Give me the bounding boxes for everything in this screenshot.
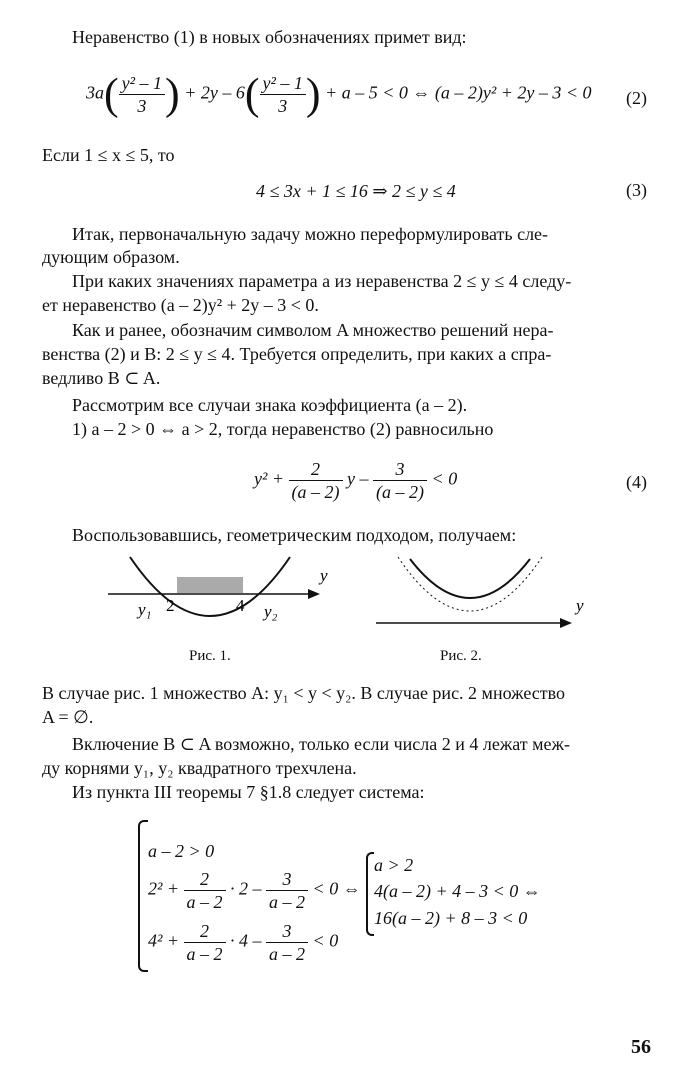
eq2-coef: 3a	[86, 82, 104, 103]
para9: Из пункта III теоремы 7 §1.8 следует система:	[72, 782, 425, 802]
fig1-y1-label: y₁	[138, 600, 152, 619]
eq4-fraction-1: $\frac{2}{(a - 2)}$	[289, 458, 343, 503]
system-right-line-3: 16(a – 2) + 8 – 3 < 0	[374, 908, 528, 928]
eq-number-2: (2)	[626, 88, 647, 108]
system-line-1: a – 2 > 0	[148, 841, 215, 861]
fig2-y-label: y	[576, 596, 584, 615]
eq2-fraction-2: $\frac{\text{y² – 1}}{3}$	[260, 72, 306, 117]
system-right-line-1: a > 2	[374, 855, 414, 875]
system-line-3: 4² + $\frac{2}{a - 2}$ · 4 – $\frac{3}{a - 2}$ < 0	[148, 921, 339, 964]
page-number: 56	[631, 1036, 651, 1058]
intro-line: Неравенство (1) в новых обозначениях примет вид:	[72, 27, 467, 47]
para8-line1: Включение B ⊂ A возможно, только если числа 2 и 4 лежат меж-	[72, 734, 570, 754]
equation-4: y² + $\frac{2}{(a - 2)}$ y – $\frac{3}{(a - 2)}$ < 0	[254, 459, 458, 502]
fig2-caption: Рис. 2.	[440, 648, 482, 664]
para1-line2: дующим образом.	[42, 247, 180, 267]
eq4-fraction-2: $\frac{3}{(a - 2)}$	[373, 458, 427, 503]
para1-line1: Итак, первоначальную задачу можно переформулировать сле-	[72, 224, 549, 244]
eq2-mid: + 2y – 6	[184, 82, 245, 103]
para3-line1: Как и ранее, обозначим символом A множество решений нера-	[72, 320, 554, 340]
equation-3: 4 ≤ 3x + 1 ≤ 16 ⇒ 2 ≤ y ≤ 4	[256, 181, 456, 201]
fig1-shaded-interval	[177, 577, 243, 593]
para2-line2: ет неравенство (a – 2)y² + 2y – 3 < 0.	[42, 295, 319, 315]
fig1-caption: Рис. 1.	[189, 648, 231, 664]
para3-line3: ведливо B ⊂ A.	[42, 368, 161, 388]
fig1-y-label: y	[320, 566, 328, 585]
para6: Воспользовавшись, геометрическим подходом, получаем:	[72, 525, 517, 545]
fig2-dotted-parabola	[398, 557, 542, 611]
system-left-brace	[138, 820, 148, 972]
if-line: Если 1 ≤ x ≤ 5, то	[42, 145, 175, 165]
fig1-arrow-icon	[308, 589, 320, 599]
para8-line2: ду корнями y₁, y₂ квадратного трехчлена.	[42, 758, 357, 778]
fig1-four-label: 4	[236, 596, 245, 615]
figure-2	[370, 555, 600, 640]
equation-2: 3a( $\frac{\text{y² – 1}}{3}$ ) + 2y – 6( $\frac{\text{y² – 1}}{3}$ ) + a – 5 < 0 ⇔ (a – 2)y² + 2y – 3 < 0	[86, 69, 592, 119]
system-right-line-2: 4(a – 2) + 4 – 3 < 0 ⇔	[374, 881, 541, 901]
eq-number-4: (4)	[626, 472, 647, 492]
system-line-2: 2² + $\frac{2}{a - 2}$ · 2 – $\frac{3}{a - 2}$ < 0 ⇔	[148, 869, 361, 912]
eq2-tail: + a – 5 < 0 ⇔ (a – 2)y² + 2y – 3 < 0	[325, 82, 592, 103]
para4: Рассмотрим все случаи знака коэффициента (a – 2).	[72, 395, 468, 415]
fig1-two-label: 2	[166, 596, 175, 615]
para3-line2: венства (2) и B: 2 ≤ y ≤ 4. Требуется определить, при каких a спра-	[42, 344, 552, 364]
fig1-y2-label: y₂	[264, 602, 278, 621]
system-right-brace	[366, 852, 374, 936]
para7-line1: В случае рис. 1 множество A: y₁ < y < y₂. В случае рис. 2 множество	[42, 683, 566, 703]
eq2-fraction-1: $\frac{\text{y² – 1}}{3}$	[119, 72, 165, 117]
para5: 1) a – 2 > 0 ⇔ a > 2, тогда неравенство (2) равносильно	[72, 419, 494, 439]
figure-1	[100, 555, 340, 640]
para7-line2: A = ∅.	[42, 707, 94, 727]
para2-line1: При каких значениях параметра a из неравенства 2 ≤ y ≤ 4 следу-	[72, 271, 572, 291]
fig2-arrow-icon	[560, 618, 572, 628]
eq-number-3: (3)	[626, 180, 647, 200]
